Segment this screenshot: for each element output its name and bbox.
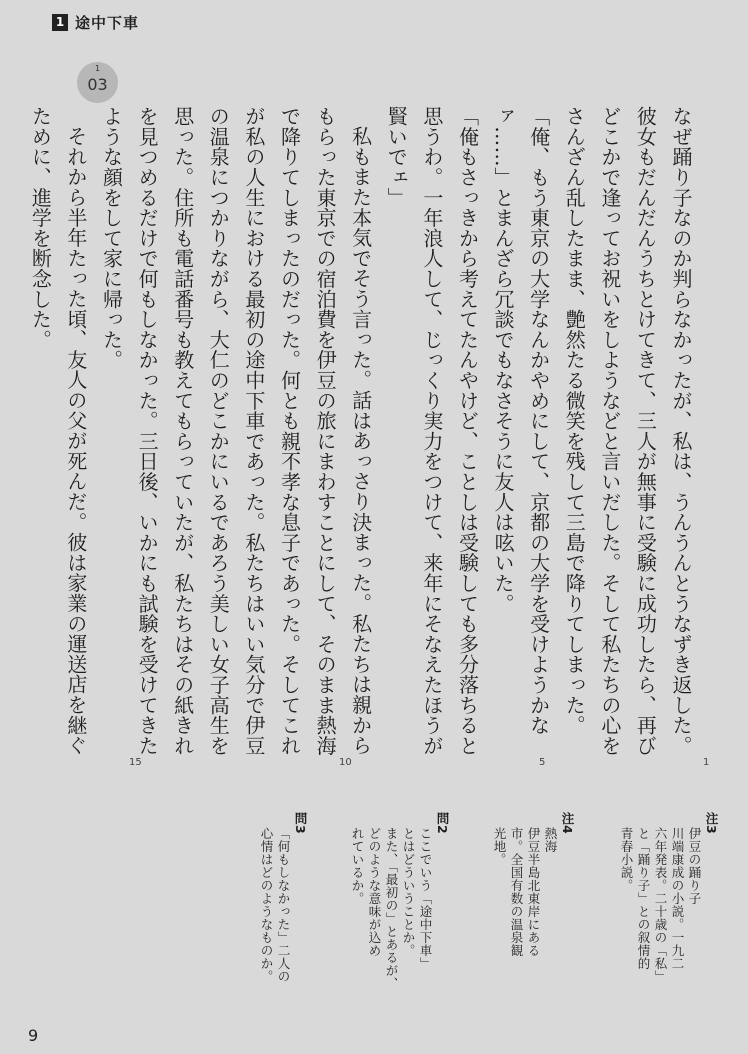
question-3-line: 「何もしなかった」二人の	[276, 827, 291, 983]
question-2-line: どのような意味が込め	[367, 827, 382, 957]
chapter-title: 途中下車	[75, 13, 140, 32]
note-3-label: 注3	[704, 812, 719, 835]
track-number: 03	[87, 75, 108, 94]
note-3-line: 六年発表。二十歳の「私」	[653, 827, 668, 983]
page-number: 9	[28, 1026, 39, 1045]
main-text	[28, 106, 698, 756]
note-4-line: 伊豆半島北東岸にある	[526, 827, 541, 957]
note-3-line: と「踊り子」との叙情的	[636, 827, 651, 970]
note-4	[491, 812, 576, 1028]
question-2-line: とはどういうことか。	[401, 827, 416, 957]
chapter-number-badge: 1	[52, 14, 68, 31]
audio-track-icon	[77, 62, 118, 103]
paragraph-2: 「俺、もう東京の大学なんかやめにして、京都の大学を受けようかなァ……」とまんざら冗談でもなさそうに友人は呟いた。	[491, 106, 551, 736]
paragraph-3: 「俺もさっきから考えてたんやけど、ことしは受験しても多分落ちると思うわ。一年浪人して、じっくり実力をつけて、来年にそなえたほうが賢いでェ」	[384, 106, 480, 756]
question-2-line: ここでいう「途中下車」	[418, 827, 433, 970]
question-3	[258, 812, 309, 1028]
note-4-line: 光地。	[492, 827, 507, 866]
notes-section	[100, 812, 720, 1028]
question-2-line: れているか。	[350, 827, 365, 905]
line-number-10: 10	[339, 757, 352, 768]
question-3-line: 心情はどのようなものか。	[259, 827, 274, 983]
note-4-term: 熱海	[543, 827, 558, 853]
note-4-line: 市。全国有数の温泉観	[509, 827, 524, 957]
line-number-1: 1	[703, 757, 710, 768]
line-number-15: 15	[129, 757, 142, 768]
paragraph-4: 私もまた本気でそう言った。話はあっさり決まった。私たちは親からもらった東京での宿泊費を伊豆の旅にまわすことにして、そのまま熱海で降りてしまったのだった。何とも親不孝な息子であった。そしてこれが私の人生における最初の途中下車であった。私たちはいい気分で伊豆の温泉につかりながら、大仁のどこかにいるであろう美しい女子高生を思った。住所も電話番号も教えてもらっていたが、私たちはその紙きれを見つめるだけで何もしなかった。三日後、いかにも試験を受けてきたような顔をして家に帰った。	[99, 106, 373, 756]
chapter-header	[52, 10, 139, 34]
line-number-5: 5	[539, 757, 546, 768]
paragraph-5: それから半年たった頃、友人の父が死んだ。彼は家業の運送店を継ぐために、進学を断念した。	[28, 106, 88, 756]
question-2-label: 問2	[435, 812, 450, 835]
paragraph-1: なぜ踊り子なのか判らなかったが、私は、うんうんとうなずき返した。彼女もだんだんうちとけてきて、三人が無事に受験に成功したら、再びどこかで逢ってお祝いをしようなどと言いだした。そして私たちの心をさんざん乱したまま、艶然たる微笑を残して三島で降りてしまった。	[562, 106, 693, 756]
note-3-term: 伊豆の踊り子	[687, 827, 702, 905]
note-4-label: 注4	[560, 812, 575, 835]
note-3	[618, 812, 720, 1028]
note-3-line: 川端康成の小説。一九二	[670, 827, 685, 970]
track-disc-number: 1	[94, 64, 101, 73]
question-2-line: また、「最初の」とあるが、	[384, 827, 399, 990]
question-3-label: 問3	[293, 812, 308, 835]
question-2	[349, 812, 451, 1028]
note-3-line: 青春小説。	[619, 827, 634, 892]
